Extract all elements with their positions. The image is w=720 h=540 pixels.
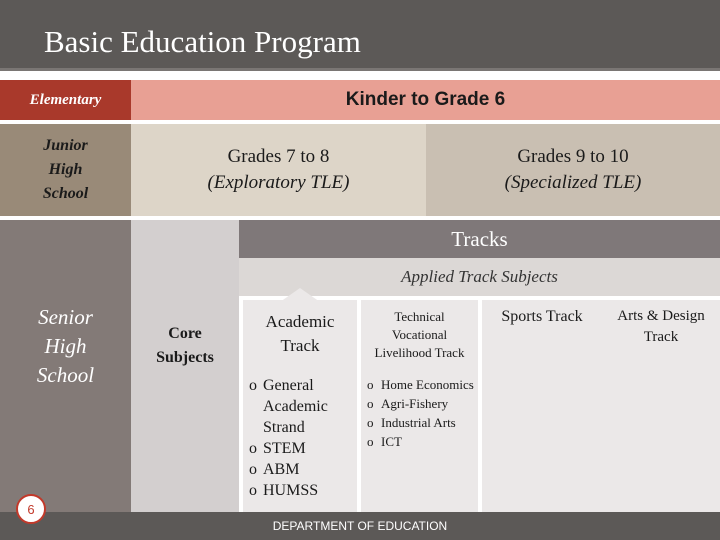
list-item: o Industrial Arts [367,413,477,432]
grades-9-10-cell [426,124,720,216]
list-item: o HUMSS [249,480,355,501]
academic-track-heading: Academic Track [265,312,335,355]
applied-track-header: Applied Track Subjects [239,258,720,296]
slide-number: 6 [16,494,46,524]
sports-track-column [482,300,602,512]
academic-strand-list [249,375,355,501]
arts-design-track-heading: Arts & Design Track [617,308,705,345]
academic-track-column [243,300,357,512]
list-item: o General Academic Strand [249,375,355,438]
list-item: o Home Economics [367,375,477,394]
junior-high-label: Junior High School [0,124,131,216]
senior-high-label: Senior High School [0,220,131,512]
list-item: o ABM [249,459,355,480]
title-divider [0,68,720,71]
exploratory-tle-note: (Exploratory TLE) [207,172,350,193]
sports-track-heading: Sports Track [501,308,583,325]
tvl-track-column [361,300,478,512]
tvl-track-heading: Technical Vocational Livelihood Track [374,309,465,360]
grades-7-8-cell [131,124,426,216]
specialized-tle-note: (Specialized TLE) [504,172,642,193]
elementary-range: Kinder to Grade 6 [131,80,720,120]
core-subjects-cell: Core Subjects [131,220,239,512]
grades-9-10-text: Grades 9 to 10 [517,146,629,167]
arts-design-track-column [602,300,720,512]
list-item: o ICT [367,432,477,451]
tvl-strand-list [367,375,477,451]
academic-pointer-icon [280,288,320,302]
elementary-label: Elementary [0,80,131,120]
list-item: o Agri-Fishery [367,394,477,413]
page-title: Basic Education Program [44,24,361,59]
list-item: o STEM [249,438,355,459]
grades-7-8-text: Grades 7 to 8 [227,146,330,167]
footer-text: DEPARTMENT OF EDUCATION [272,519,448,533]
tracks-header: Tracks [239,220,720,258]
